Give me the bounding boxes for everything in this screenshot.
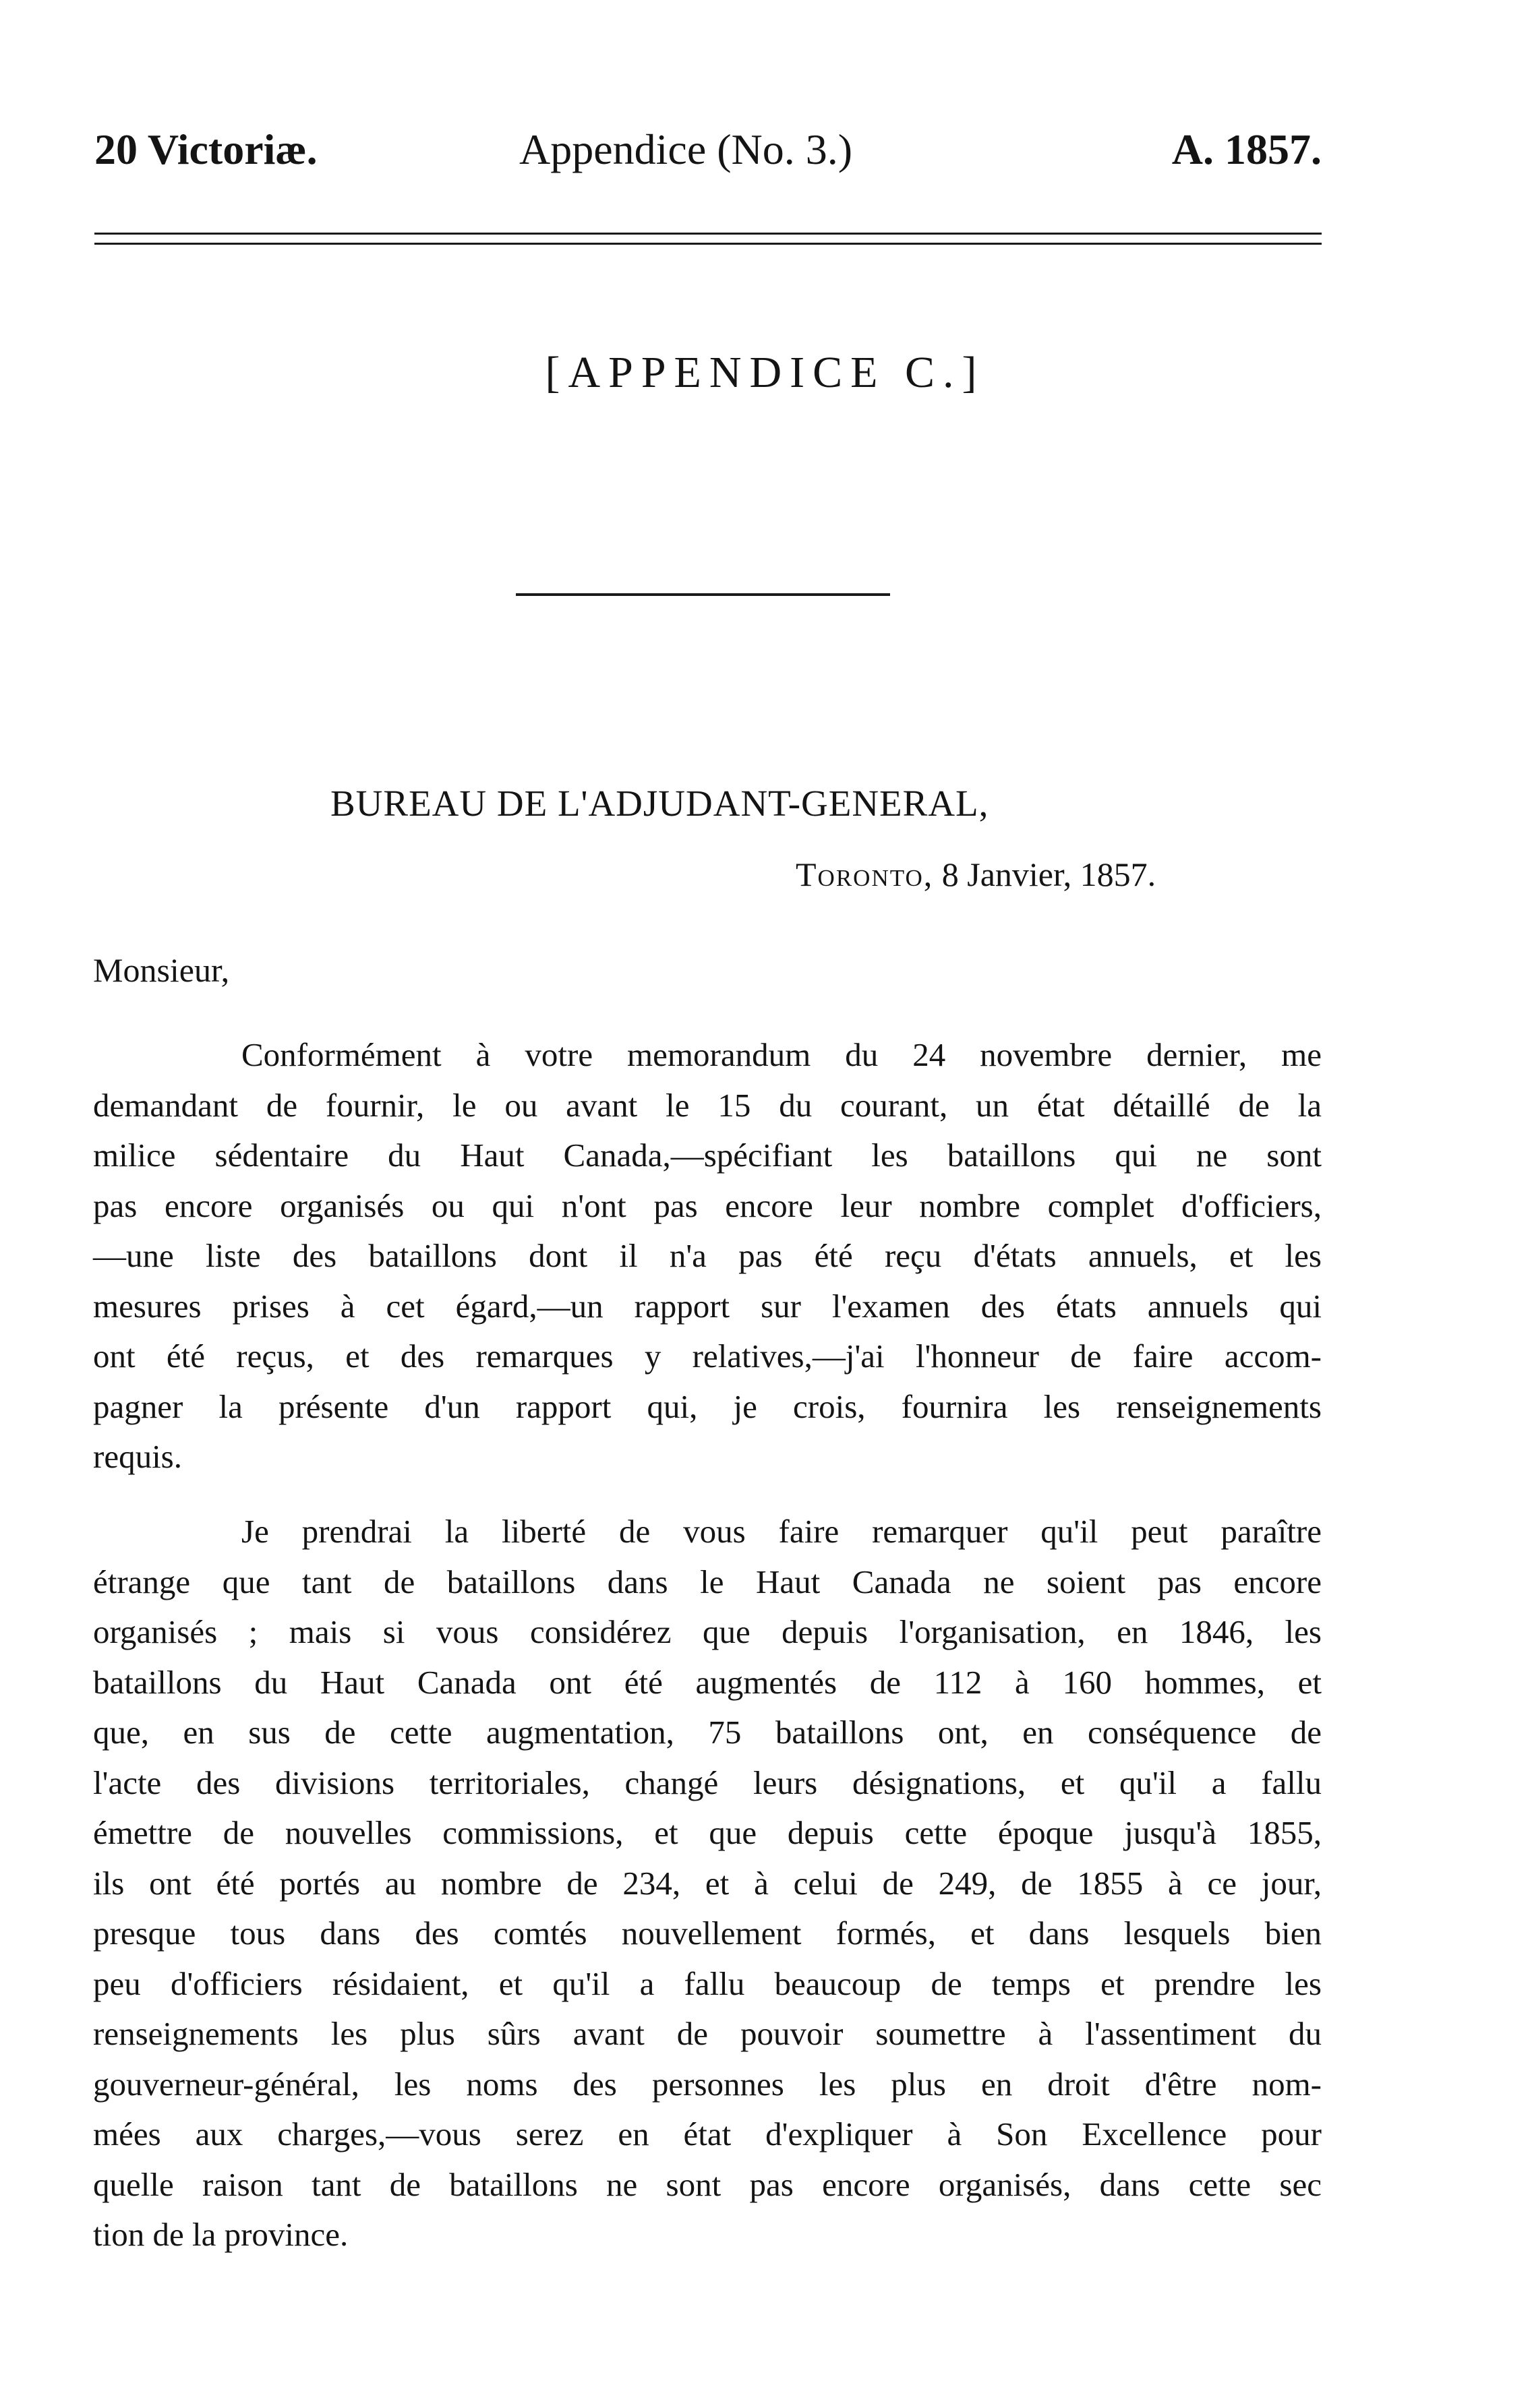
paragraph-line: peu d'officiers résidaient, et qu'il a fallu beaucoup de temps et prendre les <box>93 1964 1322 2002</box>
appendix-title: [APPENDICE C.] <box>545 348 985 397</box>
paragraph-line: —une liste des bataillons dont il n'a pas été reçu d'états annuels, et les <box>93 1237 1322 1274</box>
paragraph-line: renseignements les plus sûrs avant de pouvoir soumettre à l'assentiment du <box>93 2015 1322 2052</box>
dateline-date: 8 Janvier, 1857. <box>941 855 1156 893</box>
paragraph-line: quelle raison tant de bataillons ne sont pas encore organisés, dans cette sec <box>93 2165 1322 2203</box>
paragraph-line: mées aux charges,—vous serez en état d'expliquer à Son Excellence pour <box>93 2115 1322 2153</box>
paragraph-line: organisés ; mais si vous considérez que depuis l'organisation, en 1846, les <box>93 1613 1322 1650</box>
dateline <box>796 855 1156 894</box>
header-double-rule <box>94 233 1322 245</box>
paragraph-line: émettre de nouvelles commissions, et que depuis cette époque jusqu'à 1855, <box>93 1814 1322 1851</box>
section-divider <box>516 593 890 596</box>
paragraph-line: presque tous dans des comtés nouvellement formés, et dans lesquels bien <box>93 1915 1322 1952</box>
header-session: 20 Victoriæ. <box>94 125 318 173</box>
header-year: A. 1857. <box>1171 125 1322 173</box>
paragraph-line: l'acte des divisions territoriales, changé leurs désignations, et qu'il a fallu <box>93 1764 1322 1801</box>
running-header <box>94 125 1322 185</box>
paragraph-line: bataillons du Haut Canada ont été augmentés de 112 à 160 hommes, et <box>93 1663 1322 1701</box>
paragraph-line: pas encore organisés ou qui n'ont pas encore leur nombre complet d'officiers, <box>93 1186 1322 1224</box>
salutation: Monsieur, <box>93 951 230 989</box>
paragraph-line: que, en sus de cette augmentation, 75 bataillons ont, en conséquence de <box>93 1714 1322 1751</box>
dateline-place: Toronto, <box>796 855 934 893</box>
paragraph-line: pagner la présente d'un rapport qui, je crois, fournira les renseignements <box>93 1387 1322 1425</box>
paragraph-line: étrange que tant de bataillons dans le Haut Canada ne soient pas encore <box>93 1563 1322 1600</box>
paragraph-line: demandant de fournir, le ou avant le 15 du courant, un état détaillé de la <box>93 1086 1322 1124</box>
paragraph-2 <box>93 1507 1322 2260</box>
paragraph-line: mesures prises à cet égard,—un rapport sur l'examen des états annuels qui <box>93 1287 1322 1325</box>
office-heading: BUREAU DE L'ADJUDANT-GENERAL, <box>330 783 989 824</box>
paragraph-line: Conformément à votre memorandum du 24 novembre dernier, me <box>241 1036 1322 1073</box>
paragraph-line: milice sédentaire du Haut Canada,—spécifiant les bataillons qui ne sont <box>93 1137 1322 1174</box>
paragraph-line: Je prendrai la liberté de vous faire remarquer qu'il peut paraître <box>241 1513 1322 1550</box>
paragraph-line: ils ont été portés au nombre de 234, et à celui de 249, de 1855 à ce jour, <box>93 1864 1322 1902</box>
paragraph-1 <box>93 1030 1322 1482</box>
paragraph-line: tion de la province. <box>93 2216 349 2253</box>
paragraph-line: ont été reçus, et des remarques y relatives,—j'ai l'honneur de faire accom- <box>93 1337 1322 1375</box>
header-appendix: Appendice (No. 3.) <box>519 125 853 173</box>
paragraph-line: gouverneur-général, les noms des personnes les plus en droit d'être nom- <box>93 2065 1322 2103</box>
paragraph-line: requis. <box>93 1438 182 1475</box>
